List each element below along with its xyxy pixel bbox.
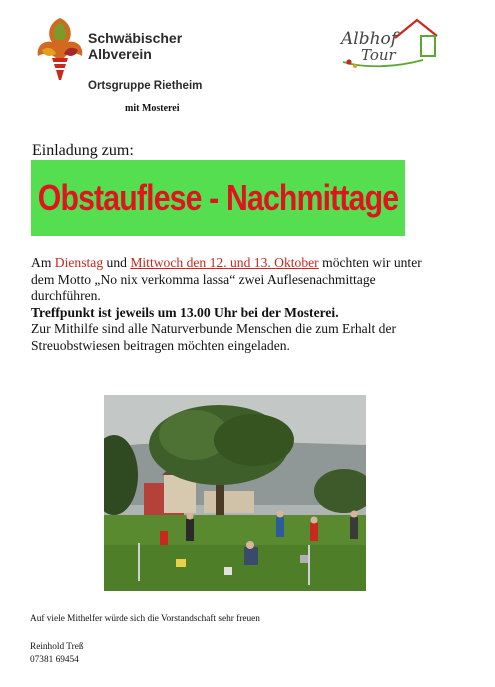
org-subtitle: mit Mosterei: [125, 103, 180, 114]
org-name-line1: Schwäbischer: [88, 30, 183, 46]
contact-name: Reinhold Treß: [30, 642, 84, 652]
contact-phone: 07381 69454: [30, 655, 79, 665]
invitation-heading: Einladung zum:: [32, 142, 134, 159]
motto-text: möchten wir unter dem Motto „No nix verkomma lassa“ zwei Auflesenachmittage durchführen.: [31, 255, 422, 304]
svg-text:Albhof: Albhof: [341, 29, 398, 49]
house-logo-icon: [333, 14, 445, 76]
svg-text:Tour: Tour: [361, 46, 396, 64]
oak-leaf-logo-icon: [30, 12, 90, 84]
body-text: [31, 255, 441, 355]
meeting-point: Treffpunkt ist jeweils um 13.00 Uhr bei der Mosterei.: [31, 304, 339, 320]
banner-title: Obstauflese - Nachmittage: [37, 177, 399, 218]
org-name: [88, 30, 182, 62]
org-group: Ortsgruppe Rietheim: [88, 80, 203, 92]
date-mittwoch: Mittwoch den 12. und 13. Oktober: [130, 255, 319, 270]
text-und: und: [103, 255, 131, 270]
invitation-text: Zur Mithilfe sind alle Naturverbunde Menschen die zum Erhalt der Streuobstwiesen beitragen möchten eingeladen.: [31, 321, 397, 353]
day-dienstag: Dienstag: [54, 255, 104, 270]
orchard-photo: [104, 395, 366, 591]
text-am: Am: [31, 255, 55, 270]
helper-note: Auf viele Mithelfer würde sich die Vorstandschaft sehr freuen: [30, 614, 260, 624]
org-name-line2: Albverein: [88, 46, 152, 62]
